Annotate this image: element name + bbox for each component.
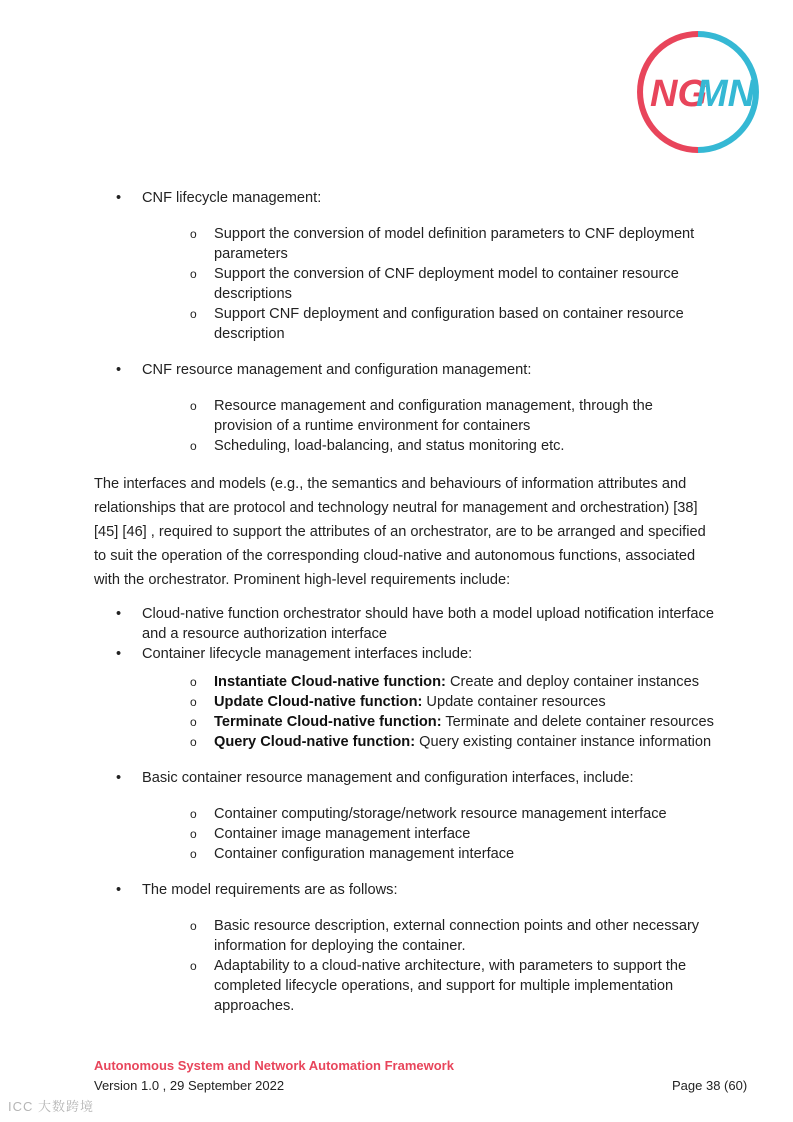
logo-text-ng: NG bbox=[650, 73, 707, 115]
ngmn-logo bbox=[636, 30, 760, 154]
sublist-item: o Basic resource description, external connection points and other necessary information for deploying the container. bbox=[142, 916, 714, 956]
list-item-cnf-lifecycle bbox=[94, 188, 714, 344]
interface-name: Terminate Cloud-native function: bbox=[214, 714, 442, 730]
sublist-item bbox=[142, 712, 714, 732]
sublist-lifecycle-interfaces bbox=[142, 672, 714, 752]
sublist-item: o Support CNF deployment and configuration based on container resource description bbox=[142, 304, 714, 344]
sublist-item: o Container image management interface bbox=[142, 824, 714, 844]
list-item-heading: Basic container resource management and configuration interfaces, include: bbox=[142, 770, 634, 786]
list-item-basic-interfaces bbox=[94, 768, 714, 864]
list-item-heading: Container lifecycle management interfaces include: bbox=[142, 646, 473, 662]
sublist-basic-interfaces bbox=[142, 804, 714, 864]
sublist-item bbox=[142, 732, 714, 752]
body-paragraph: The interfaces and models (e.g., the semantics and behaviours of information attributes and relationships that are protocol and technology neutral for management and orchestration) [38] [45] [46] , required to support the attributes of an orchestrator, are to be arranged and specified to suit the operation of the corresponding cloud-native and autonomous functions, associated with the orchestrator. Prominent high-level requirements include: bbox=[94, 476, 706, 588]
logo-text-mn: MN bbox=[696, 73, 756, 115]
sublist-item: o Scheduling, load-balancing, and status monitoring etc. bbox=[142, 436, 714, 456]
ngmn-logo-graphic bbox=[636, 30, 760, 154]
sublist-item bbox=[142, 672, 714, 692]
list-item-lifecycle-interfaces bbox=[94, 644, 714, 752]
sublist-item: o Support the conversion of model definition parameters to CNF deployment parameters bbox=[142, 224, 714, 264]
page-number: Page 38 (60) bbox=[672, 1078, 748, 1093]
watermark: ICC 大数跨境 bbox=[8, 1099, 95, 1114]
sublist-cnf-lifecycle bbox=[142, 224, 714, 344]
bullet-list-requirements bbox=[94, 604, 714, 1016]
sublist-item: o Adaptability to a cloud-native architecture, with parameters to support the completed lifecycle operations, and support for multiple implementation approaches. bbox=[142, 956, 714, 1016]
sublist-cnf-resource bbox=[142, 396, 714, 456]
sublist-item: o Support the conversion of CNF deployment model to container resource descriptions bbox=[142, 264, 714, 304]
interface-name: Update Cloud-native function: bbox=[214, 694, 423, 710]
list-item-heading: The model requirements are as follows: bbox=[142, 882, 398, 898]
document-body bbox=[94, 188, 714, 1016]
sublist-model-requirements bbox=[142, 916, 714, 1016]
sublist-item: o Container configuration management interface bbox=[142, 844, 714, 864]
list-item: • Cloud-native function orchestrator should have both a model upload notification interface and a resource authorization interface bbox=[94, 604, 714, 644]
footer-version: Version 1.0 , 29 September 2022 bbox=[94, 1078, 285, 1093]
bullet-list-cnf bbox=[94, 188, 714, 456]
interface-description: Create and deploy container instances bbox=[445, 674, 700, 690]
sublist-item: o Container computing/storage/network resource management interface bbox=[142, 804, 714, 824]
sublist-item bbox=[142, 692, 714, 712]
interface-name: Query Cloud-native function: bbox=[214, 734, 416, 750]
list-item-heading: CNF resource management and configuration management: bbox=[142, 362, 532, 378]
interface-description: Update container resources bbox=[422, 694, 606, 710]
footer-title: Autonomous System and Network Automation Framework bbox=[94, 1058, 454, 1073]
list-item-heading: CNF lifecycle management: bbox=[142, 190, 322, 206]
list-item-cnf-resource bbox=[94, 360, 714, 456]
interface-description: Terminate and delete container resources bbox=[441, 714, 714, 730]
sublist-item: o Resource management and configuration management, through the provision of a runtime environment for containers bbox=[142, 396, 714, 436]
interface-name: Instantiate Cloud-native function: bbox=[214, 674, 446, 690]
list-item-model-requirements bbox=[94, 880, 714, 1016]
interface-description: Query existing container instance information bbox=[415, 734, 712, 750]
